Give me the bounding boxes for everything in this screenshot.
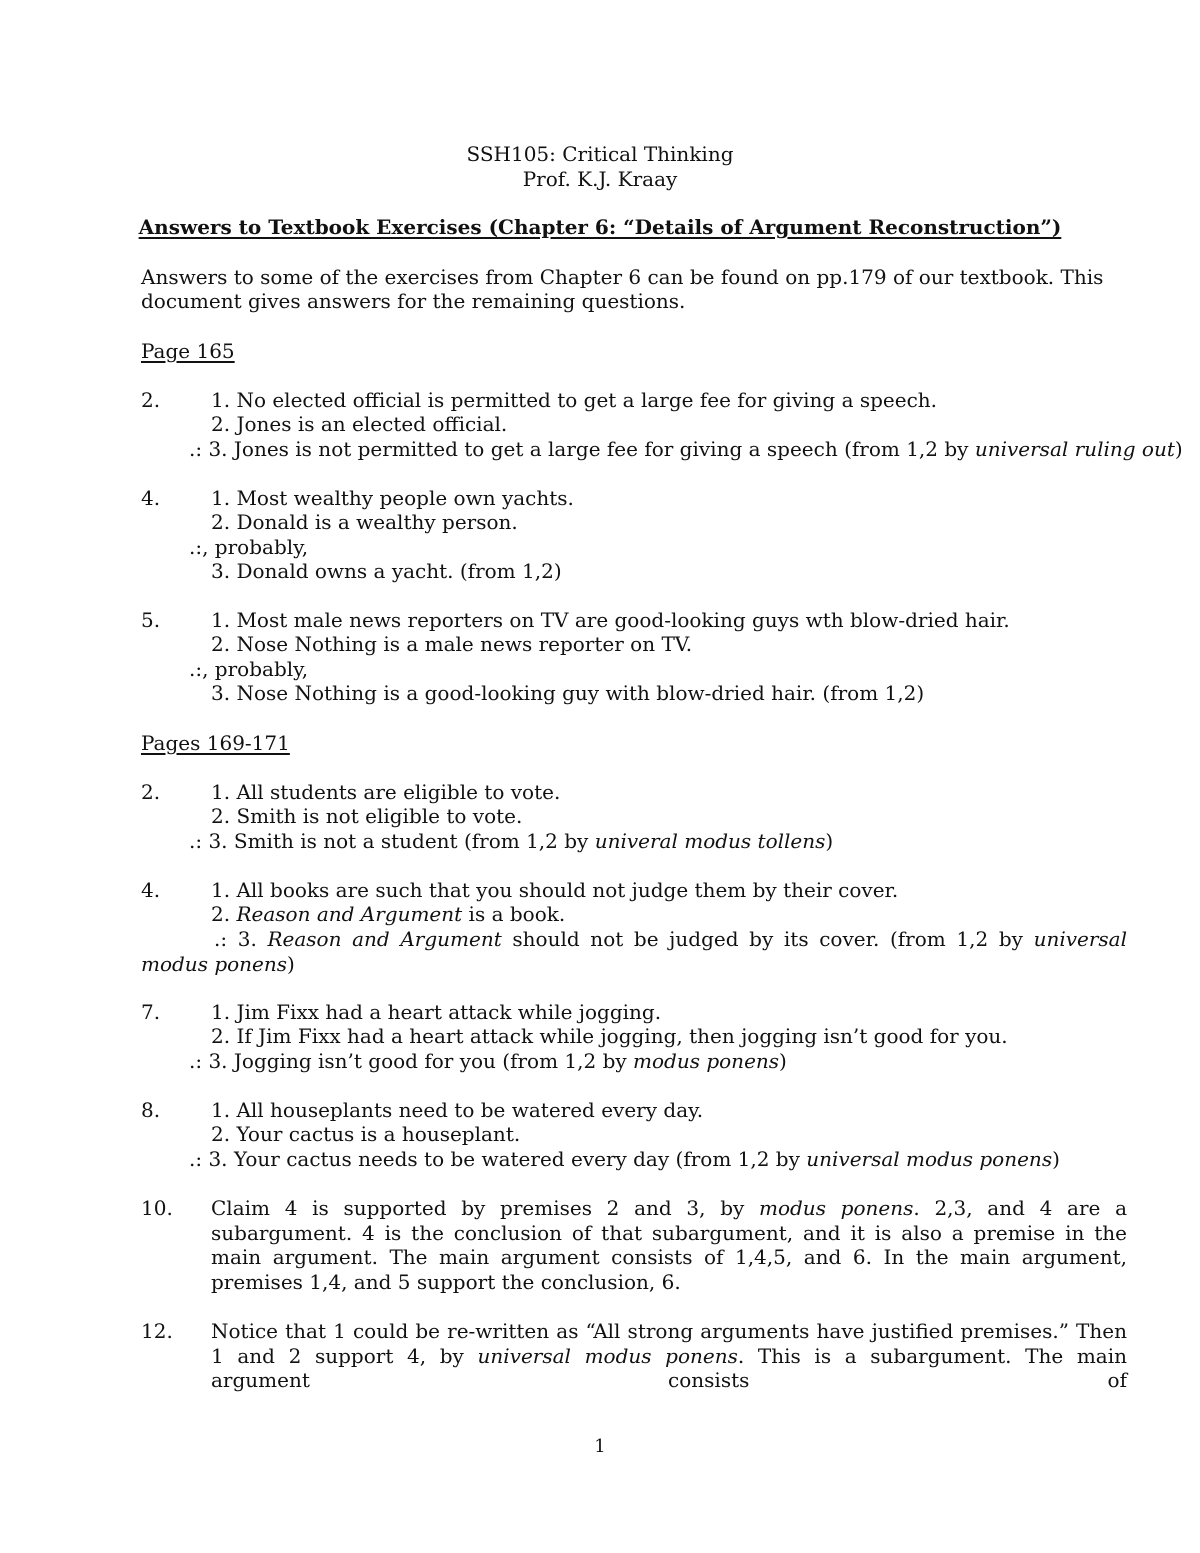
premise-1: 1. Jim Fixx had a heart attack while jogging. — [211, 1000, 662, 1024]
section-heading-page-165: Page 165 — [141, 339, 235, 363]
premise-2: 2. Jones is an elected official. — [211, 412, 508, 436]
answer-paragraph: Claim 4 is supported by premises 2 and 3, by modus ponens. 2,3, and 4 are a subargument. 4 is the conclusion of that subargument, and it is also a premise in the main argument. The main argument consists of 1,4,5, and 6. In the main argument, premises 1,4, and 5 support the conclusion, 6. — [211, 1196, 1128, 1294]
page-number: 1 — [594, 1436, 606, 1457]
intro-line-2: document gives answers for the remaining questions. — [141, 289, 686, 313]
conclusion: .: 3. Smith is not a student (from 1,2 by univeral modus tollens) — [189, 829, 834, 853]
premise-2: 2. If Jim Fixx had a heart attack while jogging, then jogging isn’t good for you. — [211, 1024, 1008, 1048]
premise-2: 2. Reason and Argument is a book. — [211, 902, 566, 926]
conclusion: 3. Nose Nothing is a good-looking guy with blow-dried hair. (from 1,2) — [211, 681, 925, 705]
question-number: 7. — [141, 1000, 161, 1024]
conclusion: .: 3. Reason and Argument should not be judged by its cover. (from 1,2 by universal modus ponens) — [141, 927, 1127, 976]
question-number: 8. — [141, 1098, 161, 1122]
therefore-probably: .:, probably, — [189, 657, 309, 681]
question-number: 10. — [141, 1196, 173, 1220]
question-number: 2. — [141, 388, 161, 412]
document-title: Answers to Textbook Exercises (Chapter 6: “Details of Argument Reconstruction”) — [138, 215, 1062, 239]
intro-line-1: Answers to some of the exercises from Chapter 6 can be found on pp.179 of our textbook. This — [141, 265, 1104, 289]
premise-1: 1. Most wealthy people own yachts. — [211, 486, 574, 510]
conclusion: .: 3. Jogging isn’t good for you (from 1,2 by modus ponens) — [189, 1049, 787, 1073]
question-number: 4. — [141, 486, 161, 510]
question-number: 4. — [141, 878, 161, 902]
premise-2: 2. Nose Nothing is a male news reporter on TV. — [211, 632, 693, 656]
premise-2: 2. Your cactus is a houseplant. — [211, 1122, 521, 1146]
conclusion: .: 3. Jones is not permitted to get a large fee for giving a speech (from 1,2 by universal ruling out) — [189, 437, 1183, 461]
professor-name: Prof. K.J. Kraay — [522, 167, 678, 191]
course-title: SSH105: Critical Thinking — [466, 142, 734, 166]
premise-1: 1. All houseplants need to be watered every day. — [211, 1098, 704, 1122]
conclusion: 3. Donald owns a yacht. (from 1,2) — [211, 559, 562, 583]
premise-1: 1. All students are eligible to vote. — [211, 780, 561, 804]
question-number: 5. — [141, 608, 161, 632]
premise-2: 2. Smith is not eligible to vote. — [211, 804, 523, 828]
question-number: 12. — [141, 1319, 173, 1343]
section-heading-pages-169-171: Pages 169-171 — [141, 731, 290, 755]
premise-1: 1. No elected official is permitted to get a large fee for giving a speech. — [211, 388, 938, 412]
premise-2: 2. Donald is a wealthy person. — [211, 510, 518, 534]
premise-1: 1. All books are such that you should not judge them by their cover. — [211, 878, 899, 902]
conclusion: .: 3. Your cactus needs to be watered every day (from 1,2 by universal modus ponens) — [189, 1147, 1060, 1171]
therefore-probably: .:, probably, — [189, 535, 309, 559]
answer-paragraph: Notice that 1 could be re-written as “All strong arguments have justified premises.” Then 1 and 2 support 4, by universal modus ponens. This is a subargument. The main argument consists of — [211, 1319, 1127, 1392]
premise-1: 1. Most male news reporters on TV are good-looking guys wth blow-dried hair. — [211, 608, 1010, 632]
question-number: 2. — [141, 780, 161, 804]
